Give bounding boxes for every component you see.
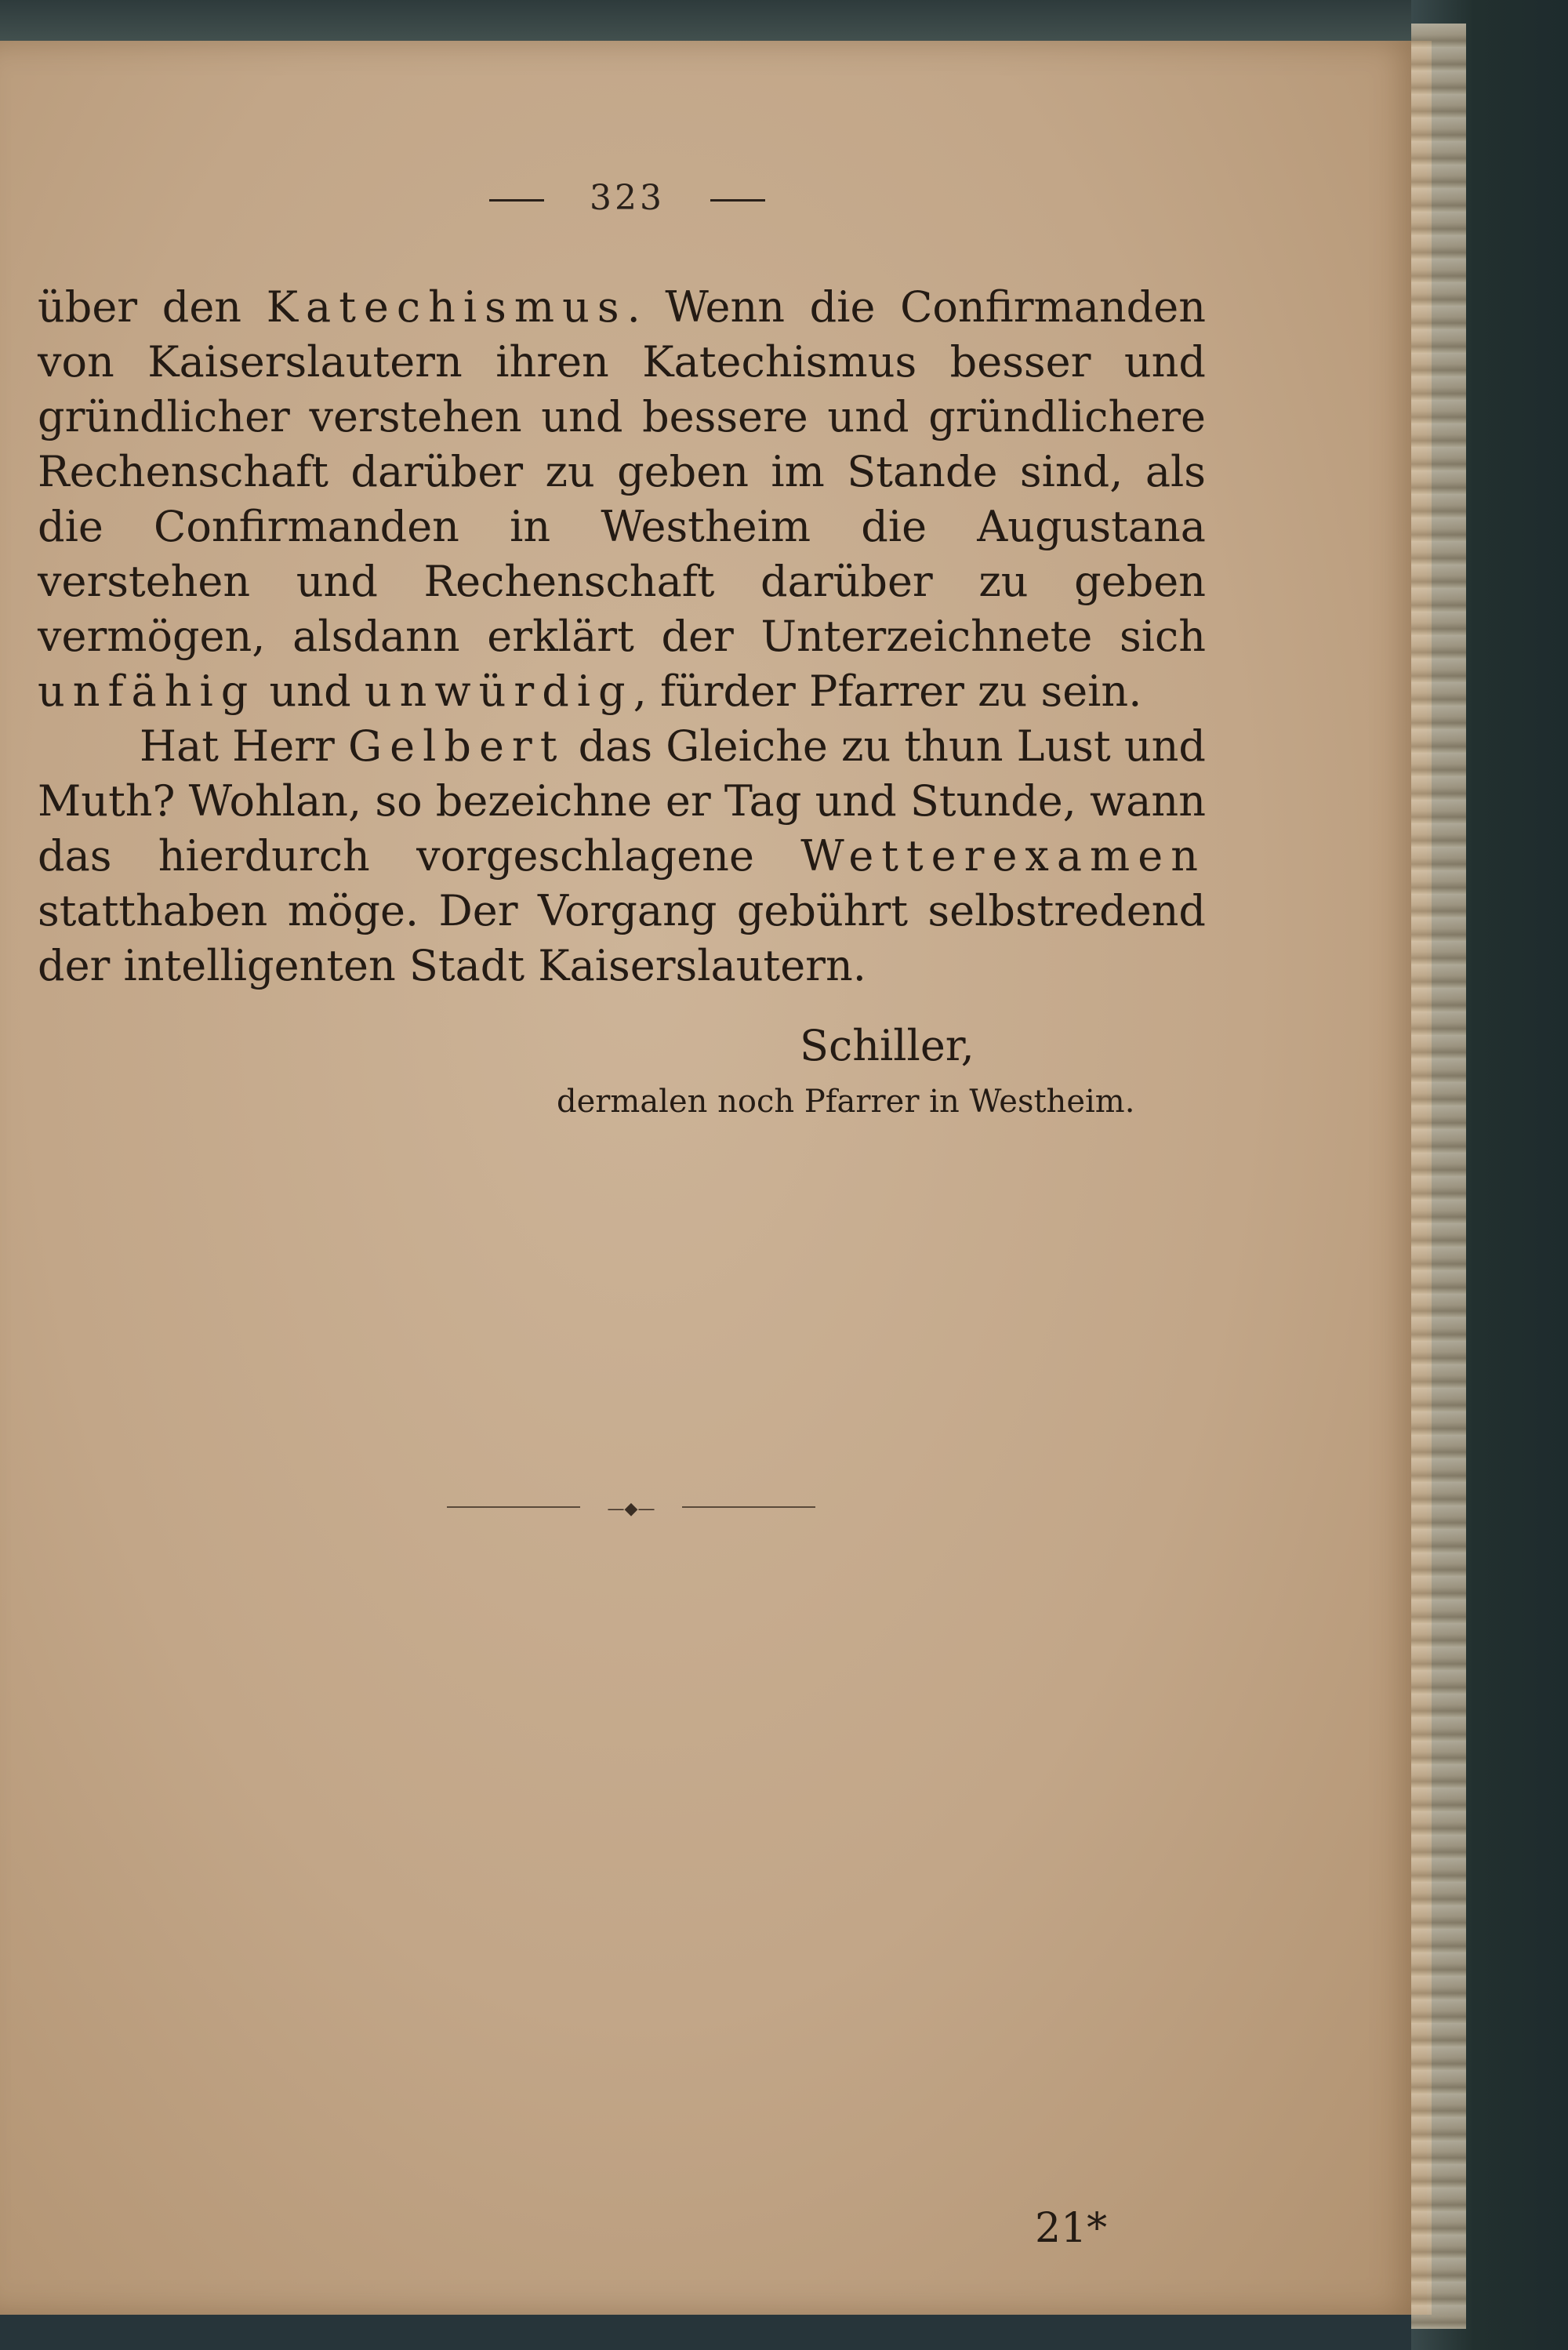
spaced-word: unfähig [38, 666, 256, 716]
frayed-binding [1411, 24, 1466, 2329]
text-segment: das Gleiche zu thun Lust und Muth? Wohlan, so bezeichne er Tag und Stunde, wann das hierdurch vorgeschlagene [38, 721, 1206, 881]
text-segment: , fürder Pfarrer zu sein. [633, 666, 1142, 716]
sheet-signature: 21* [1035, 2205, 1108, 2252]
spaced-word: Katechismus [266, 282, 627, 332]
text-segment: über den [38, 282, 267, 332]
text-segment: und [256, 666, 365, 716]
spaced-word: Gelbert [348, 721, 565, 771]
signature-name: Schiller, [800, 1021, 975, 1070]
section-ornament [447, 1499, 815, 1519]
body-text [38, 280, 1206, 993]
ornament-line-right [682, 1506, 815, 1508]
text-segment: Hat Herr [140, 721, 349, 771]
spaced-word: Wetterexamen [800, 831, 1206, 881]
page-number: 323 [590, 178, 665, 218]
paragraph-2 [38, 719, 1206, 993]
paragraph-1 [38, 280, 1206, 719]
header-dash-right [710, 199, 765, 202]
spaced-word: unwürdig [364, 666, 633, 716]
page-sheet [0, 41, 1432, 2315]
text-segment: statthaben möge. Der Vorgang gebührt selbstredend der intelligenten Stadt Kaiserslautern. [38, 886, 1206, 990]
page-header [0, 178, 1254, 218]
ornament-line-left [447, 1506, 580, 1508]
header-dash-left [489, 199, 544, 202]
book-cover-top [0, 0, 1568, 45]
text-segment: . Wenn die Confirmanden von Kaiserslautern ihren Katechismus besser und gründlicher verstehen und bessere und gründlichere Rechenschaft darüber zu geben im Stande sind, als die Confirmanden in Westheim die Augustana verstehen und Rechenschaft darüber zu geben vermögen, alsdann erklärt der Unterzeichnete sich [38, 282, 1206, 661]
ornament-glyph: —◆— [607, 1499, 655, 1519]
signature-title: dermalen noch Pfarrer in Westheim. [557, 1084, 1135, 1120]
